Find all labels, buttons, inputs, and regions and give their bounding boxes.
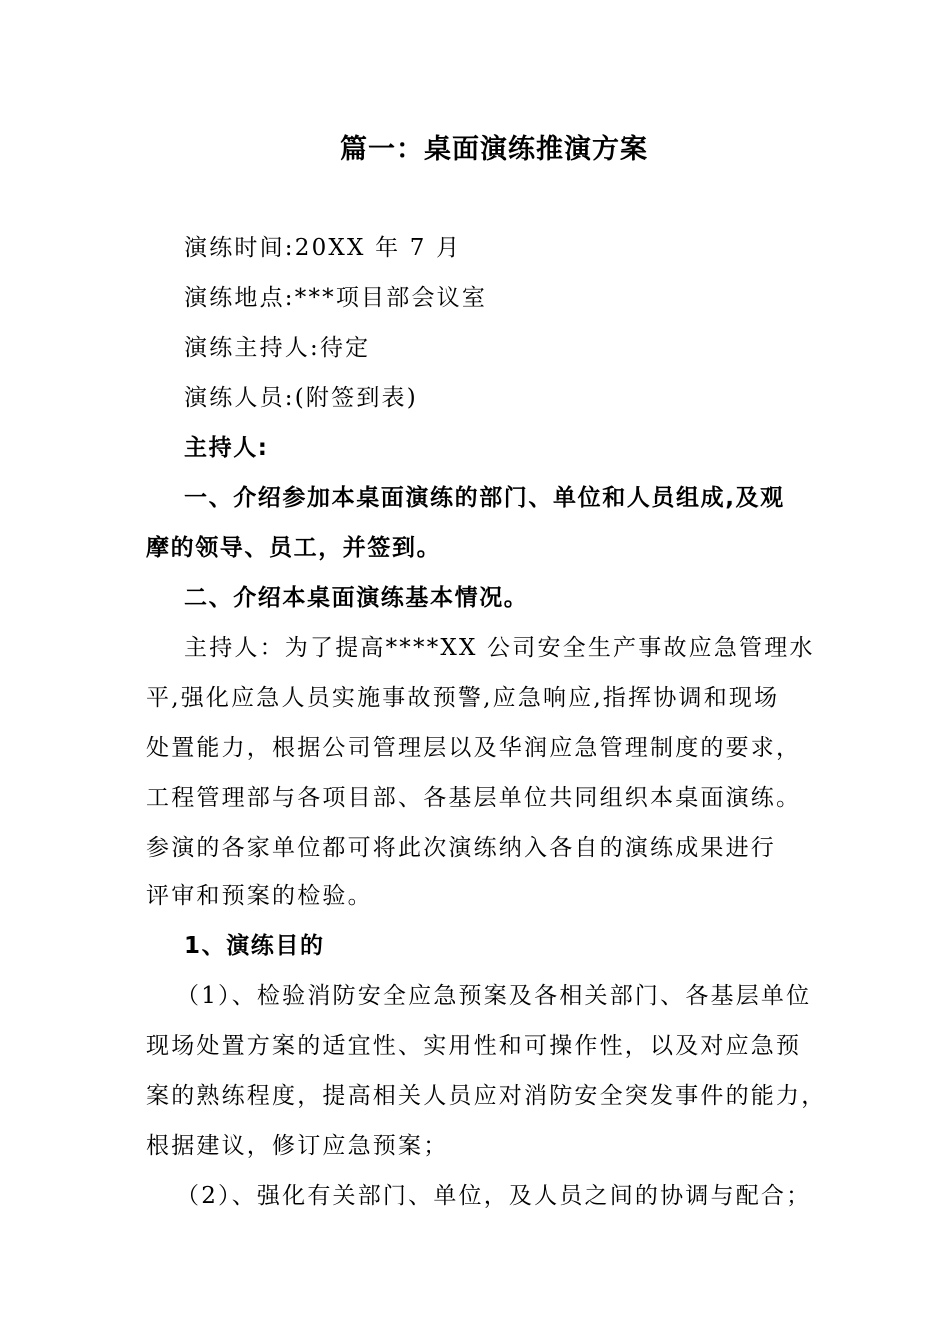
section2-para-line: 主持人：为了提高****XX 公司安全生产事故应急管理水	[184, 635, 815, 661]
purpose-item2: （2）、强化有关部门、单位，及人员之间的协调与配合；	[176, 1183, 812, 1209]
section2-para-line: 处置能力，根据公司管理层以及华润应急管理制度的要求，	[146, 735, 802, 761]
section2-para-line: 评审和预案的检验。	[146, 883, 373, 909]
section2-heading: 二、介绍本桌面演练基本情况。	[184, 585, 529, 611]
purpose-heading: 1、演练目的	[184, 933, 325, 959]
document-title: 篇一：桌面演练推演方案	[340, 134, 648, 165]
section1-line2: 摩的领导、员工，并签到。	[146, 535, 442, 561]
info-host: 演练主持人:待定	[184, 335, 371, 361]
purpose-item1-line: 现场处置方案的适宜性、实用性和可操作性，以及对应急预	[146, 1033, 802, 1059]
purpose-item1-line: 案的熟练程度，提高相关人员应对消防安全突发事件的能力，	[146, 1083, 827, 1109]
purpose-item1-line: （1）、检验消防安全应急预案及各相关部门、各基层单位	[176, 983, 812, 1009]
info-staff: 演练人员:(附签到表)	[184, 385, 418, 411]
host-label: 主持人:	[184, 435, 269, 461]
purpose-item1-line: 根据建议，修订应急预案；	[146, 1133, 449, 1159]
section1-line1: 一、介绍参加本桌面演练的部门、单位和人员组成,及观	[184, 485, 785, 511]
info-time: 演练时间:20XX 年 7 月	[184, 235, 462, 261]
info-place: 演练地点:***项目部会议室	[184, 285, 488, 311]
section2-para-line: 工程管理部与各项目部、各基层单位共同组织本桌面演练。	[146, 785, 802, 811]
section2-para-line: 平,强化应急人员实施事故预警,应急响应,指挥协调和现场	[146, 685, 780, 711]
section2-para-line: 参演的各家单位都可将此次演练纳入各自的演练成果进行	[146, 835, 776, 861]
